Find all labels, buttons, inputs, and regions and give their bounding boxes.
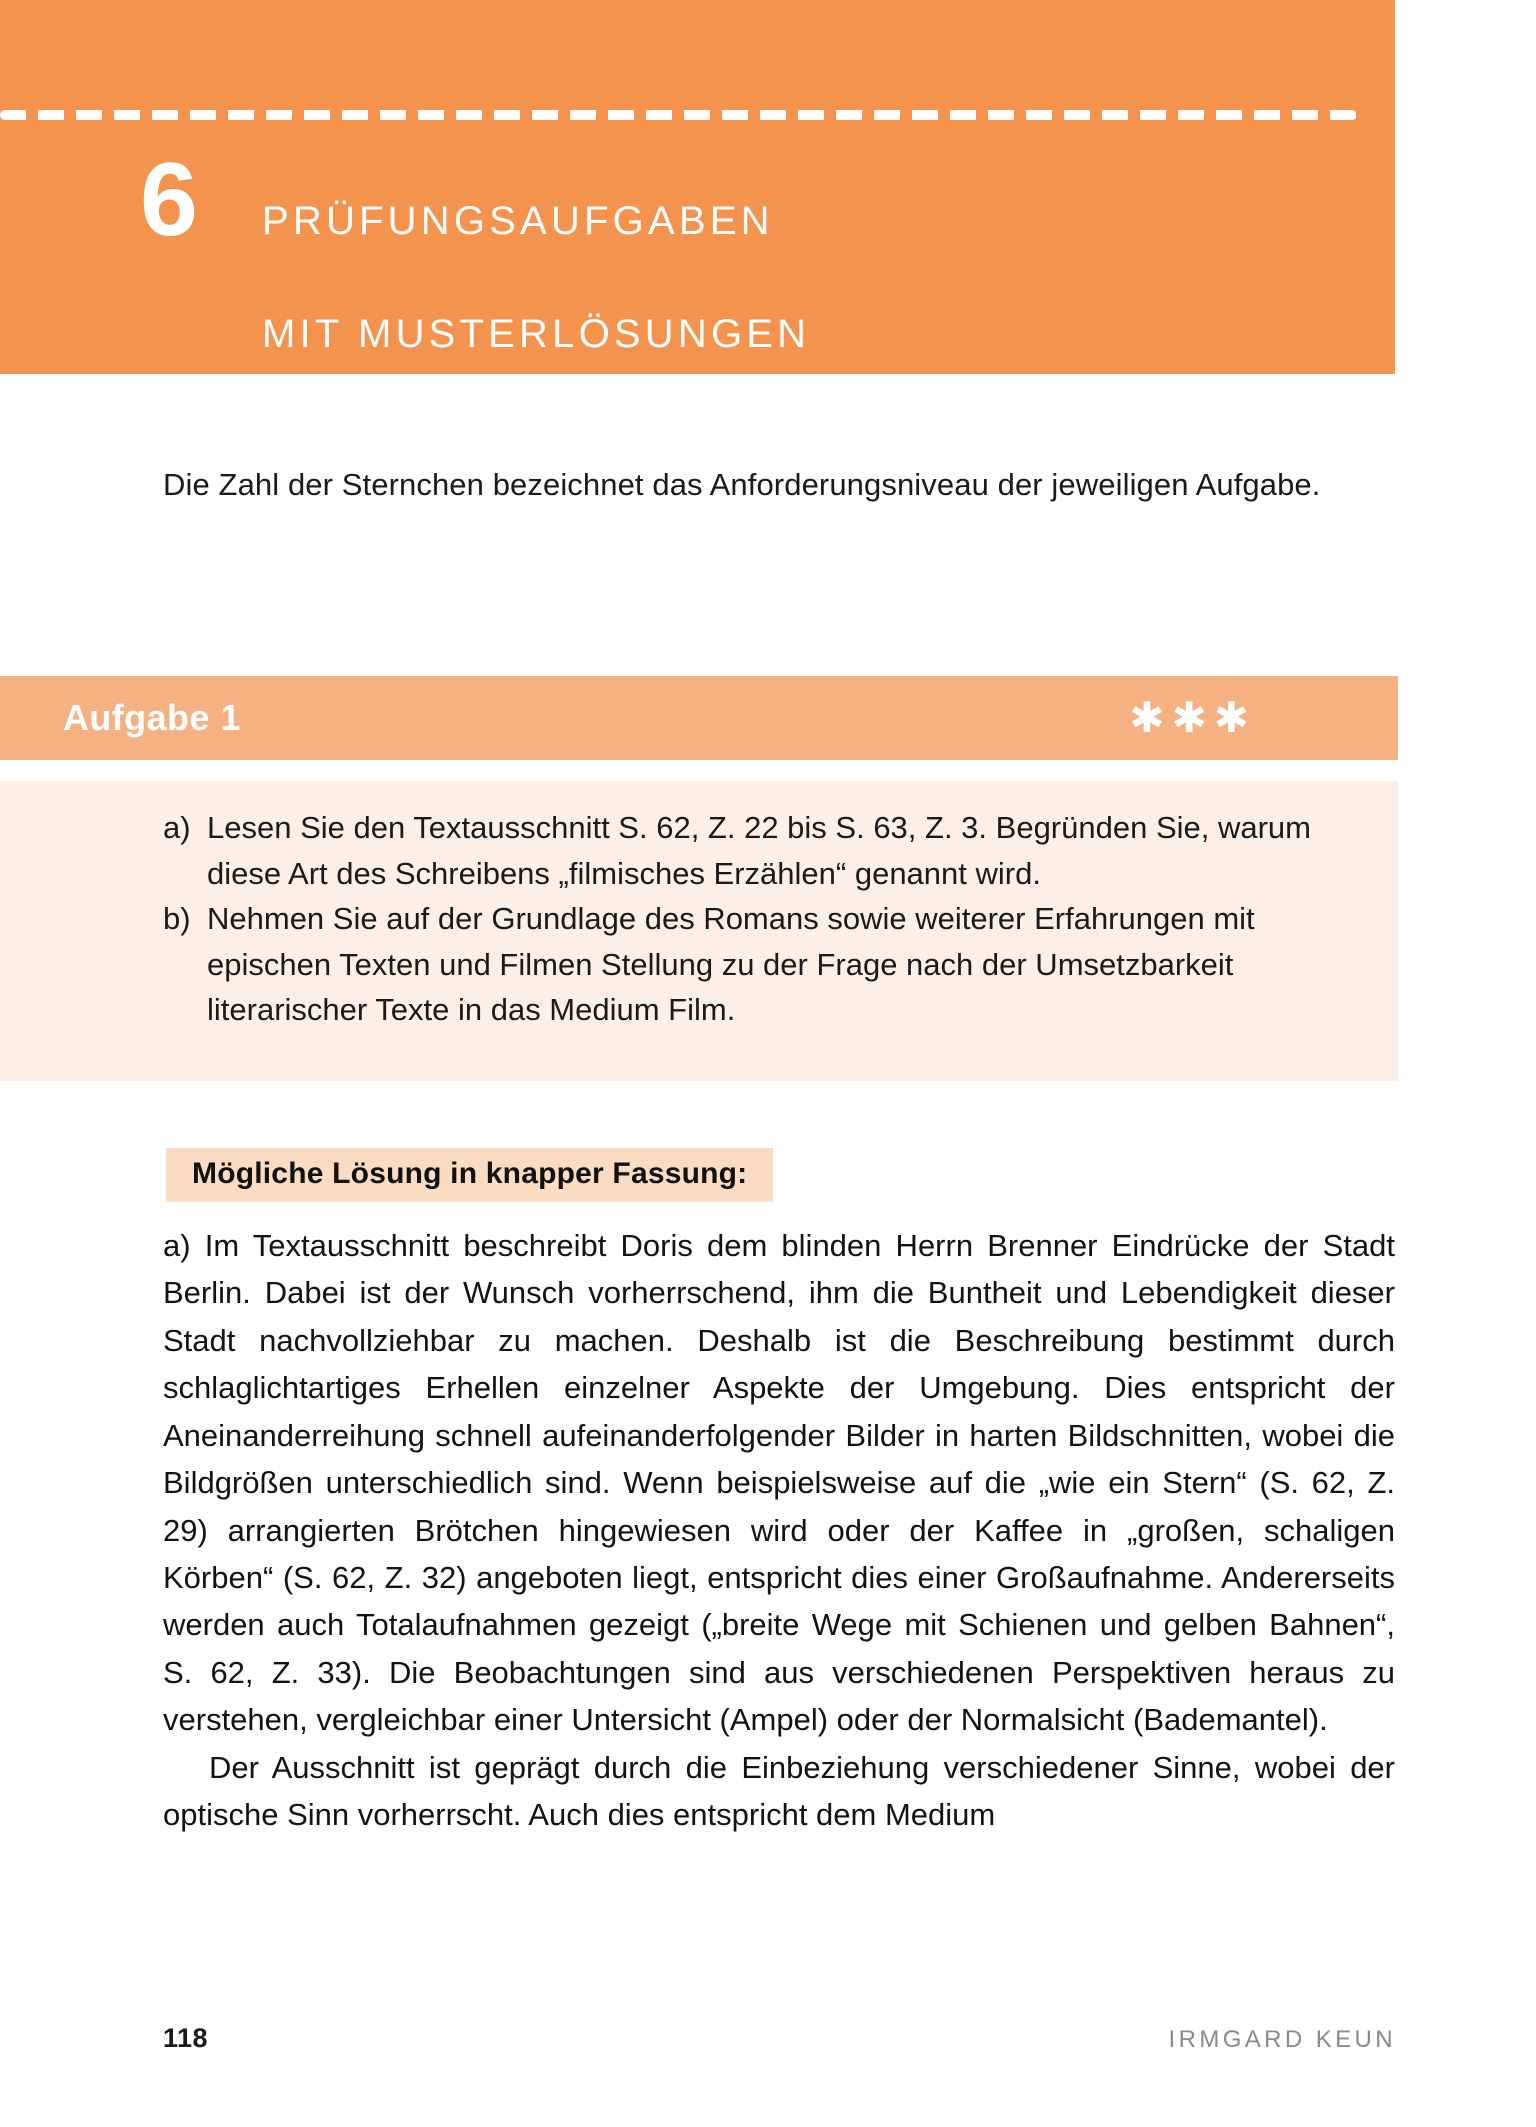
list-item [163,805,1338,896]
dashed-rule-divider [0,110,1357,120]
list-item [163,896,1338,1033]
task-item-marker: b) [163,901,191,937]
task-item-text: Nehmen Sie auf der Grundlage des Romans sowie weiterer Erfahrungen mit epischen Texten und Filmen Stellung zu der Frage nach der Umsetzbarkeit literarischer Texte in das Medium Film. [207,901,1255,1028]
task-item-marker: a) [163,810,191,845]
task-header-bar [0,676,1398,760]
chapter-number: 6 [140,142,196,258]
solution-label-badge: Mögliche Lösung in knapper Fassung: [166,1148,773,1202]
footer-credit: IRMGARD KEUN [1168,2026,1396,2053]
chapter-title-line-1: PRÜFUNGSAUFGABEN [262,198,774,243]
task-title: Aufgabe 1 [63,697,241,738]
solution-body-text [163,1222,1395,1838]
intro-paragraph: Die Zahl der Sternchen bezeichnet das Anforderungsniveau der jeweiligen Aufgabe. [163,467,1321,502]
solution-paragraph-a: a) Im Textausschnitt beschreibt Doris dem blinden Herrn Brenner Eindrücke der Stadt Berlin. Dabei ist der Wunsch vorherrschend, ihm die Buntheit und Lebendigkeit dieser Stadt nachvollziehbar zu machen. Deshalb ist die Beschreibung bestimmt durch schlaglichtartiges Erhellen einzelner Aspekte der Umgebung. Dies entspricht der Aneinanderreihung schnell aufeinanderfolgender Bilder in harten Bildschnitten, wobei die Bildgrößen unterschiedlich sind. Wenn beispielsweise auf die „wie ein Stern“ (S. 62, Z. 29) arrangierten Brötchen hingewiesen wird oder der Kaffee in „großen, schaligen Körben“ (S. 62, Z. 32) angeboten liegt, entspricht dies einer Großaufnahme. Andererseits werden auch Totalaufnahmen gezeigt („breite Wege mit Schienen und gelben Bahnen“, S. 62, Z. 33). Die Beobachtungen sind aus verschiedenen Perspektiven heraus zu verstehen, vergleichbar einer Untersicht (Ampel) oder der Normalsicht (Bademantel). [163,1228,1395,1738]
task-instructions-box [0,781,1398,1081]
chapter-title-line-2: MIT MUSTERLÖSUNGEN [262,312,811,357]
solution-paragraph-b: Der Ausschnitt ist geprägt durch die Einbeziehung verschiedener Sinne, wobei der optische Sinn vorherrscht. Auch dies entspricht dem Medium [163,1749,1395,1833]
difficulty-stars-icon: ✱✱✱ [1129,694,1256,741]
task-list [163,805,1338,1033]
page-number: 118 [163,2023,209,2053]
task-item-text: Lesen Sie den Textausschnitt S. 62, Z. 22 bis S. 63, Z. 3. Begründen Sie, warum diese Art des Schreibens „filmisches Erzählen“ genannt wird. [207,810,1311,891]
chapter-title [262,136,810,420]
chapter-banner [0,0,1395,374]
